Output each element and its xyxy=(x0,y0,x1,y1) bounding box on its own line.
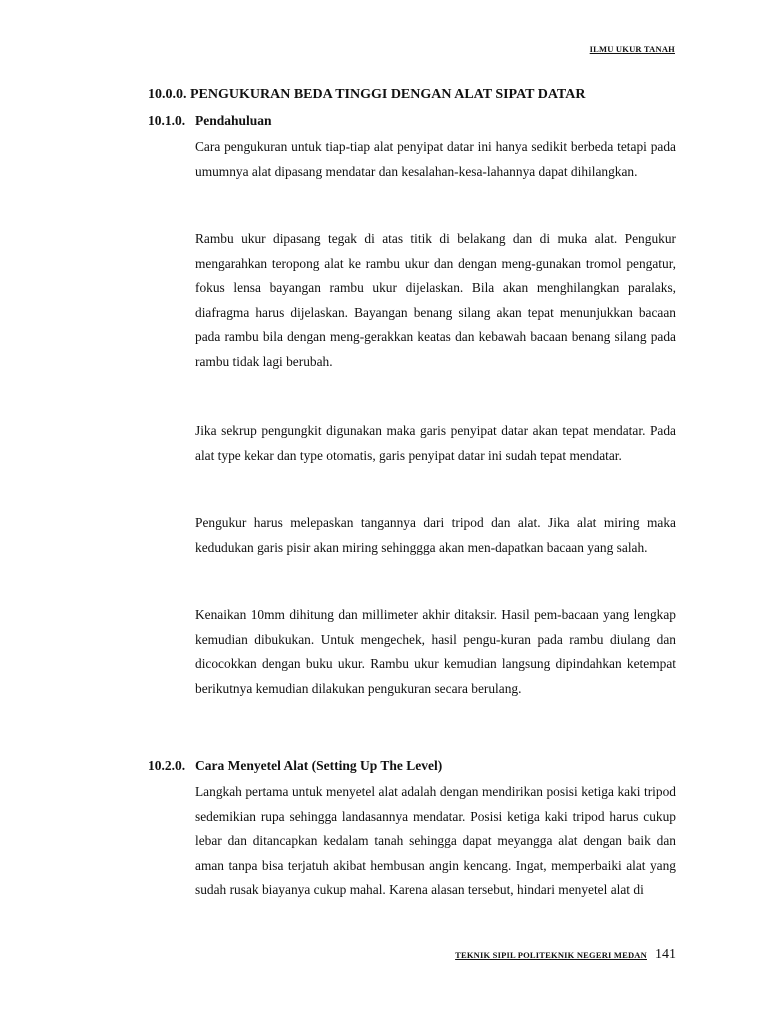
page-footer xyxy=(455,947,676,963)
paragraph: Langkah pertama untuk menyetel alat adalah dengan mendirikan posisi ketiga kaki tripod sedemikian rupa sehingga landasannya mendatar. Posisi ketiga kaki tripod harus cukup lebar dan ditancapkan kedalam tanah sehingga dapat meyangga alat dengan baik dan aman tanpa bisa terjatuh akibat hembusan angin kencang. Ingat, memperbaiki alat yang sudah rusak biayanya cukup mahal. Karena alasan tersebut, hindari menyetel alat di xyxy=(195,784,676,897)
paragraph: Jika sekrup pengungkit digunakan maka garis penyipat datar akan tepat mendatar. Pada alat type kekar dan type otomatis, garis penyipat datar ini sudah tepat mendatar. xyxy=(195,423,676,463)
paragraph: Rambu ukur dipasang tegak di atas titik di belakang dan di muka alat. Pengukur mengarahkan teropong alat ke rambu ukur dan dengan meng-gunakan tromol pengatur, fokus lensa bayangan rambu ukur dijelaskan. Bila akan menghilangkan paralaks, diafragma harus dijelaskan. Bayangan benang silang akan tepat menunjukkan bacaan pada rambu bila dengan meng-gerakkan keatas dan kebawah bacaan benang silang pada rambu tidak lagi berubah. xyxy=(195,231,676,369)
paragraph: Kenaikan 10mm dihitung dan millimeter akhir ditaksir. Hasil pem-bacaan yang lengkap kemudian dibukukan. Untuk mengechek, hasil pengu-kuran pada rambu diulang dan dicocokkan dengan buku ukur. Rambu ukur kemudian langsung dipindahkan ketempat berikutnya kemudian dilakukan pengukuran secara berulang. xyxy=(195,607,676,696)
page-number: 141 xyxy=(655,947,676,962)
running-header: ILMU UKUR TANAH xyxy=(589,44,675,54)
section-number: 10.2.0. xyxy=(148,758,186,773)
paragraph: Cara pengukuran untuk tiap-tiap alat penyipat datar ini hanya sedikit berbeda tetapi pada umumnya alat dipasang mendatar dan kesalahan-kesa-lahannya dapat dihilangkan. xyxy=(195,139,676,179)
footer-institution: TEKNIK SIPIL POLITEKNIK NEGERI MEDAN xyxy=(455,950,647,960)
section-heading-pendahuluan xyxy=(148,113,678,129)
paragraph: Pengukur harus melepaskan tangannya dari tripod dan alat. Jika alat miring maka kedudukan garis pisir akan miring sehinggga akan men-dapatkan bacaan yang salah. xyxy=(195,515,676,555)
section-title: Cara Menyetel Alat (Setting Up The Level) xyxy=(195,758,443,773)
chapter-title: 10.0.0. PENGUKURAN BEDA TINGGI DENGAN ALAT SIPAT DATAR xyxy=(148,87,586,102)
section-title: Pendahuluan xyxy=(195,113,272,128)
section-heading-setting-up xyxy=(148,758,678,774)
section-number: 10.1.0. xyxy=(148,113,186,128)
